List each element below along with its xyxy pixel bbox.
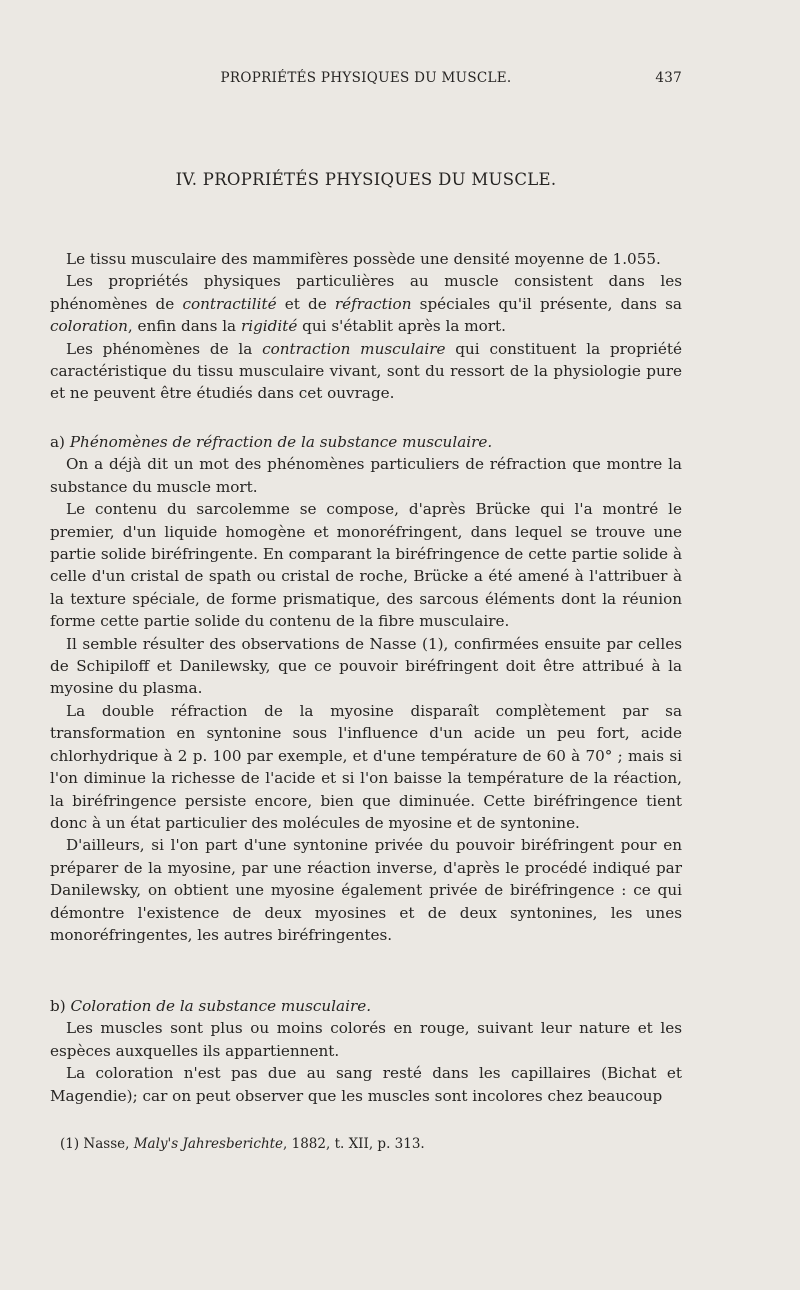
subsection-heading: b) Coloration de la substance musculaire.: [50, 997, 372, 1015]
paragraph: On a déjà dit un mot des phénomènes particuliers de réfraction que montre la substance du muscle mort.: [50, 455, 682, 496]
paragraph: La coloration n'est pas due au sang resté dans les capillaires (Bichat et Magendie); car on peut observer que les muscles sont incolores chez beaucoup: [50, 1064, 682, 1105]
running-header: [50, 70, 682, 94]
section-b: [50, 995, 682, 1107]
footnote: (1) Nasse, Maly's Jahresberichte, 1882, t. XII, p. 313.: [60, 1136, 425, 1152]
section-a: [50, 431, 682, 946]
paragraph: Les muscles sont plus ou moins colorés en rouge, suivant leur nature et les espèces auxquelles ils appartiennent.: [50, 1019, 682, 1060]
paragraph: La double réfraction de la myosine disparaît complètement par sa transformation en syntonine sous l'influence d'un acide un peu fort, acide chlorhydrique à 2 p. 100 par exemple, et d'une température de 60 à 70° ; mais si l'on diminue la richesse de l'acide et si l'on baisse la température de la réaction, la biréfringence persiste encore, bien que diminuée. Cette biréfringence tient donc à un état particulier des molécules de myosine et de syntonine.: [50, 701, 682, 832]
intro-block: [50, 248, 682, 405]
page-number: 437: [655, 70, 682, 86]
paragraph: D'ailleurs, si l'on part d'une syntonine privée du pouvoir biréfringent pour en préparer de la myosine, par une réaction inverse, d'après le procédé indiqué par Danilewsky, on obtient une myosine également privée de biréfringence : ce qui démontre l'existence de deux myosines et de deux syntonines, les unes monoréfringentes, les autres biréfringentes.: [50, 836, 682, 944]
paragraph: Les propriétés physiques particulières au muscle consistent dans les phénomènes de contractilité et de réfraction spéciales qu'il présente, dans sa coloration, enfin dans la rigidité qui s'établit après la mort.: [50, 272, 682, 336]
running-title: PROPRIÉTÉS PHYSIQUES DU MUSCLE.: [220, 70, 512, 86]
paragraph: Il semble résulter des observations de Nasse (1), confirmées ensuite par celles de Schipiloff et Danilewsky, que ce pouvoir biréfringent doit être attribué à la myosine du plasma.: [50, 634, 682, 698]
paragraph: Le tissu musculaire des mammifères possède une densité moyenne de 1.055.: [66, 250, 661, 268]
paragraph: Les phénomènes de la contraction musculaire qui constituent la propriété caractéristique du tissu musculaire vivant, sont du ressort de la physiologie pure et ne peuvent être étudiés dans cet ouvrage.: [50, 339, 682, 403]
subsection-heading: a) Phénomènes de réfraction de la substance musculaire.: [50, 433, 493, 451]
paragraph: Le contenu du sarcolemme se compose, d'après Brücke qui l'a montré le premier, d'un liquide homogène et monoréfringent, dans lequel se trouve une partie solide biréfringente. En comparant la biréfringence de cette partie solide à celle d'un cristal de spath ou cristal de roche, Brücke a été amené à l'attribuer à la texture spéciale, de forme prismatique, des sarcous éléments dont la réunion forme cette partie solide du contenu de la fibre musculaire.: [50, 500, 682, 631]
section-title: IV. PROPRIÉTÉS PHYSIQUES DU MUSCLE.: [175, 170, 557, 189]
